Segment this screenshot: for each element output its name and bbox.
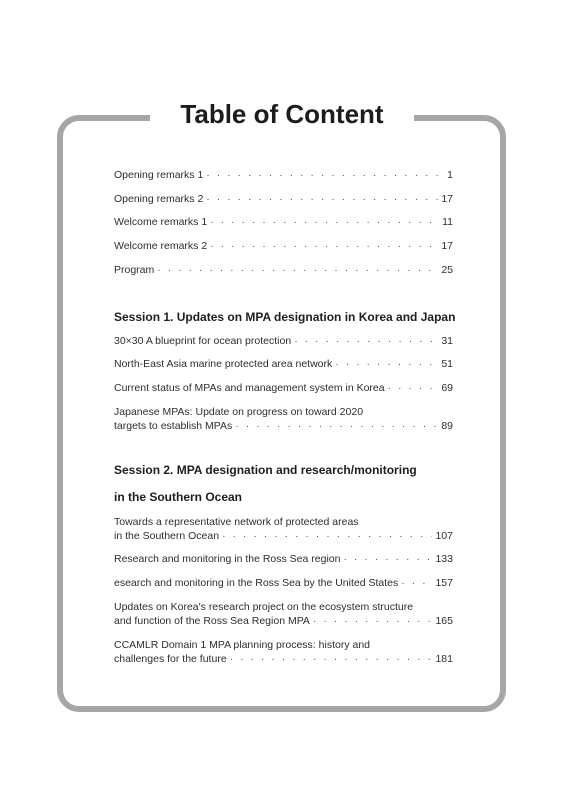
toc-entry-label-line1: CCAMLR Domain 1 MPA planning process: history and [114,639,371,651]
toc-entry-page: 69 [441,382,453,394]
dot-leader [206,168,444,182]
toc-entry-page: 17 [441,240,453,252]
dot-leader [388,381,439,395]
dot-leader [401,576,432,590]
toc-entry[interactable] [114,381,453,395]
toc-entry-line2 [114,419,453,433]
toc-entry-label: esearch and monitoring in the Ross Sea by the United States [114,577,399,589]
dot-leader [335,357,438,371]
dot-leader [157,263,438,277]
toc-entry-label-line1: Updates on Korea's research project on the ecosystem structure [114,601,414,613]
toc-entry-label: Opening remarks 1 [114,169,204,181]
dot-leader [313,614,433,628]
toc-entry-page: 133 [435,553,453,565]
dot-leader [343,552,432,566]
session-2-heading-line2: in the Southern Ocean [114,490,243,504]
toc-entry[interactable] [114,192,453,206]
toc-entry-label: 30×30 A blueprint for ocean protection [114,335,292,347]
dot-leader [230,652,433,666]
dot-leader [222,529,432,543]
toc-entry[interactable] [114,357,453,371]
dot-leader [235,419,438,433]
dot-leader [210,215,439,229]
page-title: Table of Content [180,99,384,129]
session-2-heading-line1: Session 2. MPA designation and research/monitoring [114,463,417,477]
toc-entry-label: Program [114,264,155,276]
toc-entry[interactable] [114,334,453,348]
toc-entry-multiline[interactable] [114,405,453,433]
toc-entry[interactable] [114,576,453,590]
toc-entry-page: 89 [441,420,453,432]
toc-entry[interactable] [114,239,453,253]
toc-entry-label: Welcome remarks 2 [114,240,208,252]
toc-entry-line2 [114,529,453,543]
toc-entry-label: Welcome remarks 1 [114,216,208,228]
toc-entry-page: 25 [441,264,453,276]
toc-entry-page: 107 [435,530,453,542]
dot-leader [206,192,438,206]
dot-leader [210,239,438,253]
toc-entry-label: Opening remarks 2 [114,193,204,205]
dot-leader [294,334,438,348]
toc-entry-page: 31 [441,335,453,347]
toc-entry-label-line1: Towards a representative network of protected areas [114,516,359,528]
toc-entry-label: North-East Asia marine protected area network [114,358,333,370]
toc-entry-label-line2: and function of the Ross Sea Region MPA [114,615,310,627]
toc-entry-label-line2: in the Southern Ocean [114,530,220,542]
toc-entry-multiline[interactable] [114,600,453,628]
toc-entry-label: Research and monitoring in the Ross Sea region [114,553,341,565]
toc-entry-label-line2: challenges for the future [114,653,227,665]
toc-entry-page: 51 [441,358,453,370]
session-1-heading: Session 1. Updates on MPA designation in Korea and Japan [114,310,456,324]
toc-entry-label: Current status of MPAs and management system in Korea [114,382,385,394]
toc-entry-label-line2: targets to establish MPAs [114,420,233,432]
toc-entry-page: 157 [435,577,453,589]
toc-entry-page: 11 [442,216,453,228]
toc-entry-page: 181 [435,653,453,665]
toc-entry[interactable] [114,168,453,182]
toc-entry-page: 165 [435,615,453,627]
toc-entry-multiline[interactable] [114,638,453,666]
toc-entry-line2 [114,652,453,666]
toc-entry-page: 17 [441,193,453,205]
toc-entry[interactable] [114,263,453,277]
toc-entry-label-line1: Japanese MPAs: Update on progress on toward 2020 [114,406,364,418]
toc-entry-page: 1 [447,169,453,181]
toc-entry[interactable] [114,215,453,229]
toc-entry-line2 [114,614,453,628]
toc-entry-multiline[interactable] [114,515,453,543]
toc-entry[interactable] [114,552,453,566]
